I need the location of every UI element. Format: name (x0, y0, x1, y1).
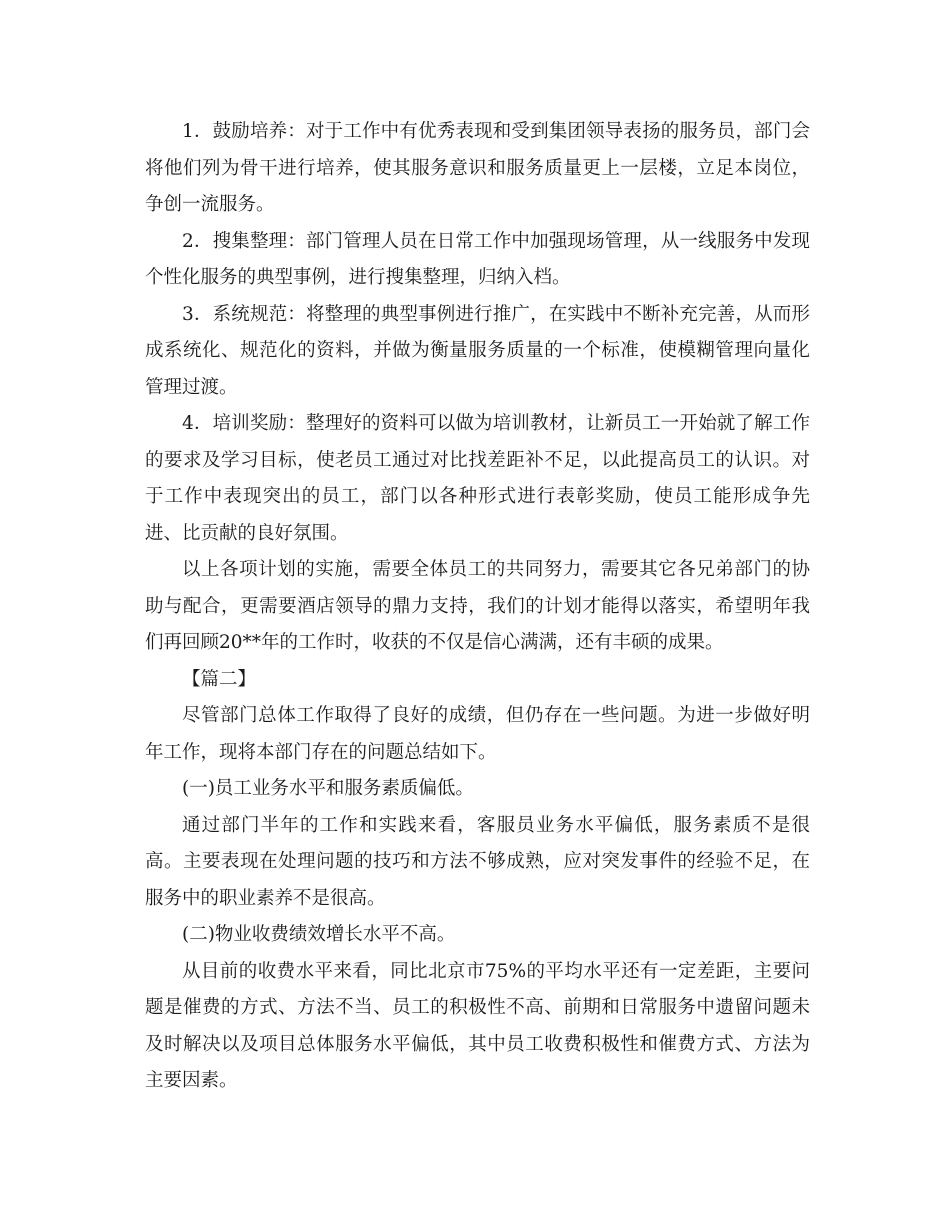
paragraph-training-reward: 4．培训奖励：整理好的资料可以做为培训教材，让新员工一开始就了解工作的要求及学习目标，使老员工通过对比找差距补不足，以此提高员工的认识。对于工作中表现突出的员工，部门以各种形式进行表彰奖励，使员工能形成争先进、比贡献的良好氛围。 (145, 413, 810, 544)
paragraph-encourage-training: 1．鼓励培养：对于工作中有优秀表现和受到集团领导表扬的服务员，部门会将他们列为骨干进行培养，使其服务意识和服务质量更上一层楼，立足本岗位，争创一流服务。 (145, 121, 810, 215)
subheading-staff-quality: (一)员工业务水平和服务素质偏低。 (182, 778, 474, 799)
subheading-fee-collection: (二)物业收费绩效增长水平不高。 (182, 924, 456, 945)
paragraph-staff-quality: 通过部门半年的工作和实践来看，客服员业务水平偏低，服务素质不是很高。主要表现在处理问题的技巧和方法不够成熟，应对突发事件的经验不足，在服务中的职业素养不是很高。 (145, 814, 810, 909)
section-heading-part-two: 【篇二】 (182, 668, 257, 690)
paragraph-system-standard: 3．系统规范：将整理的典型事例进行推广，在实践中不断补充完善，从而形成系统化、规范化的资料，并做为衡量服务质量的一个标准，使模糊管理向量化管理过渡。 (145, 303, 810, 398)
paragraph-problems-intro: 尽管部门总体工作取得了良好的成绩，但仍存在一些问题。为进一步做好明年工作，现将本部门存在的问题总结如下。 (145, 705, 810, 763)
paragraph-conclusion: 以上各项计划的实施，需要全体员工的共同努力，需要其它各兄弟部门的协助与配合，更需要酒店领导的鼎力支持，我们的计划才能得以落实，希望明年我们再回顾20**年的工作时，收获的不仅是信心满满，还有丰硕的成果。 (145, 559, 810, 653)
document-body (145, 114, 810, 1100)
paragraph-fee-collection: 从目前的收费水平来看，同比北京市75%的平均水平还有一定差距，主要问题是催费的方式、方法不当、员工的积极性不高、前期和日常服务中遗留问题未及时解决以及项目总体服务水平偏低，其中员工收费积极性和催费方式、方法为主要因素。 (145, 960, 810, 1091)
paragraph-collect-organize: 2．搜集整理：部门管理人员在日常工作中加强现场管理，从一线服务中发现个性化服务的典型事例，进行搜集整理，归纳入档。 (145, 230, 810, 288)
